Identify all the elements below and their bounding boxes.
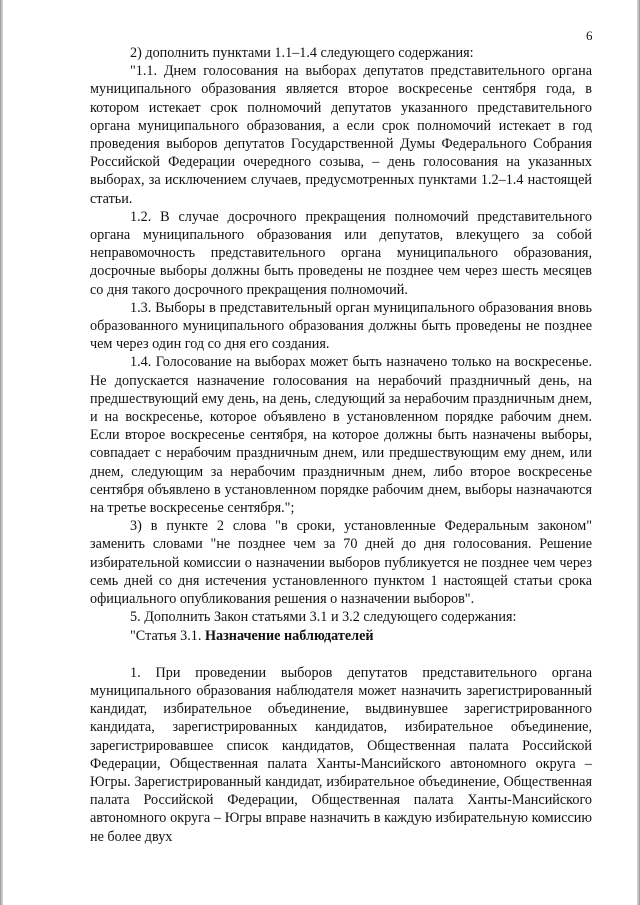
page-number: 6 <box>586 28 593 43</box>
paragraph-point-1-3: 1.3. Выборы в представительный орган муниципального образования вновь образованного муниципального образования должны быть проведены не позднее чем через один год со дня его создания. <box>90 299 592 353</box>
article-heading-prefix: "Статья 3.1. <box>130 627 205 644</box>
paragraph-point-1-4: 1.4. Голосование на выборах может быть назначено только на воскресенье. Не допускается назначение голосования на нерабочий праздничный день, на предшествующий ему день, на день, следующий за нерабочим праздничным днем, и на воскресенье, которое объявлено в установленном порядке рабочим днем. Если второе воскресенье сентября, на которое должны быть назначены выборы, совпадает с нерабочим праздничным днем, или предшествующим ему днем, или днем, следующим за нерабочим праздничным днем, либо второе воскресенье сентября объявлено в установленном порядке рабочим днем, выборы назначаются на третье воскресенье сентября."; <box>90 354 592 517</box>
scan-edge-left <box>0 0 3 905</box>
paragraph-item-5: 5. Дополнить Закон статьями 3.1 и 3.2 следующего содержания: <box>130 609 517 626</box>
paragraph-point-1-2: 1.2. В случае досрочного прекращения полномочий представительного органа муниципального образования или депутатов, влекущего за собой неправомочность представительного органа муниципального образования, досрочные выборы должны быть проведены не позднее чем через шесть месяцев со дня такого досрочного прекращения полномочий. <box>90 208 592 298</box>
paragraph-item-2: 2) дополнить пунктами 1.1–1.4 следующего содержания: <box>130 45 474 61</box>
article-paragraph-1: 1. При проведении выборов депутатов представительного органа муниципального образования наблюдателя может назначить зарегистрированный кандидат, избирательное объединение, выдвинувшее зарегистрированного кандидата, зарегистрированных кандидатов, избирательное объединение, зарегистрировавшее список кандидатов, Общественная палата Российской Федерации, Общественная палата Ханты-Мансийского автономного округа – Югры. Зарегистрированный кандидат, избирательное объединение, Общественная палата Российской Федерации, Общественная палата Ханты-Мансийского автономного округа – Югры вправе назначить в каждую избирательную комиссию не более двух <box>90 664 592 845</box>
paragraph-item-3: 3) в пункте 2 слова "в сроки, установленные Федеральным законом" заменить словами "не позднее чем за 70 дней до дня голосования. Решение избирательной комиссии о назначении выборов публикуется не позднее чем через семь дней со дня истечения установленного пунктом 1 настоящей статьи срока официального опубликования решения о назначении выборов". <box>90 518 592 608</box>
article-heading <box>90 627 592 645</box>
paragraph-point-1-1: "1.1. Днем голосования на выборах депутатов представительного органа муниципального образования является второе воскресенье сентября года, в котором истекает срок полномочий депутатов указанного представительного органа муниципального образования, а если срок полномочий истекает в год проведения выборов депутатов Государственной Думы Федерального Собрания Российской Федерации очередного созыва, – день голосования на указанных выборах, за исключением случаев, предусмотренных пунктами 1.2–1.4 настоящей статьи. <box>90 63 592 207</box>
article-heading-title: Назначение наблюдателей <box>204 627 374 644</box>
document-body <box>90 44 592 846</box>
